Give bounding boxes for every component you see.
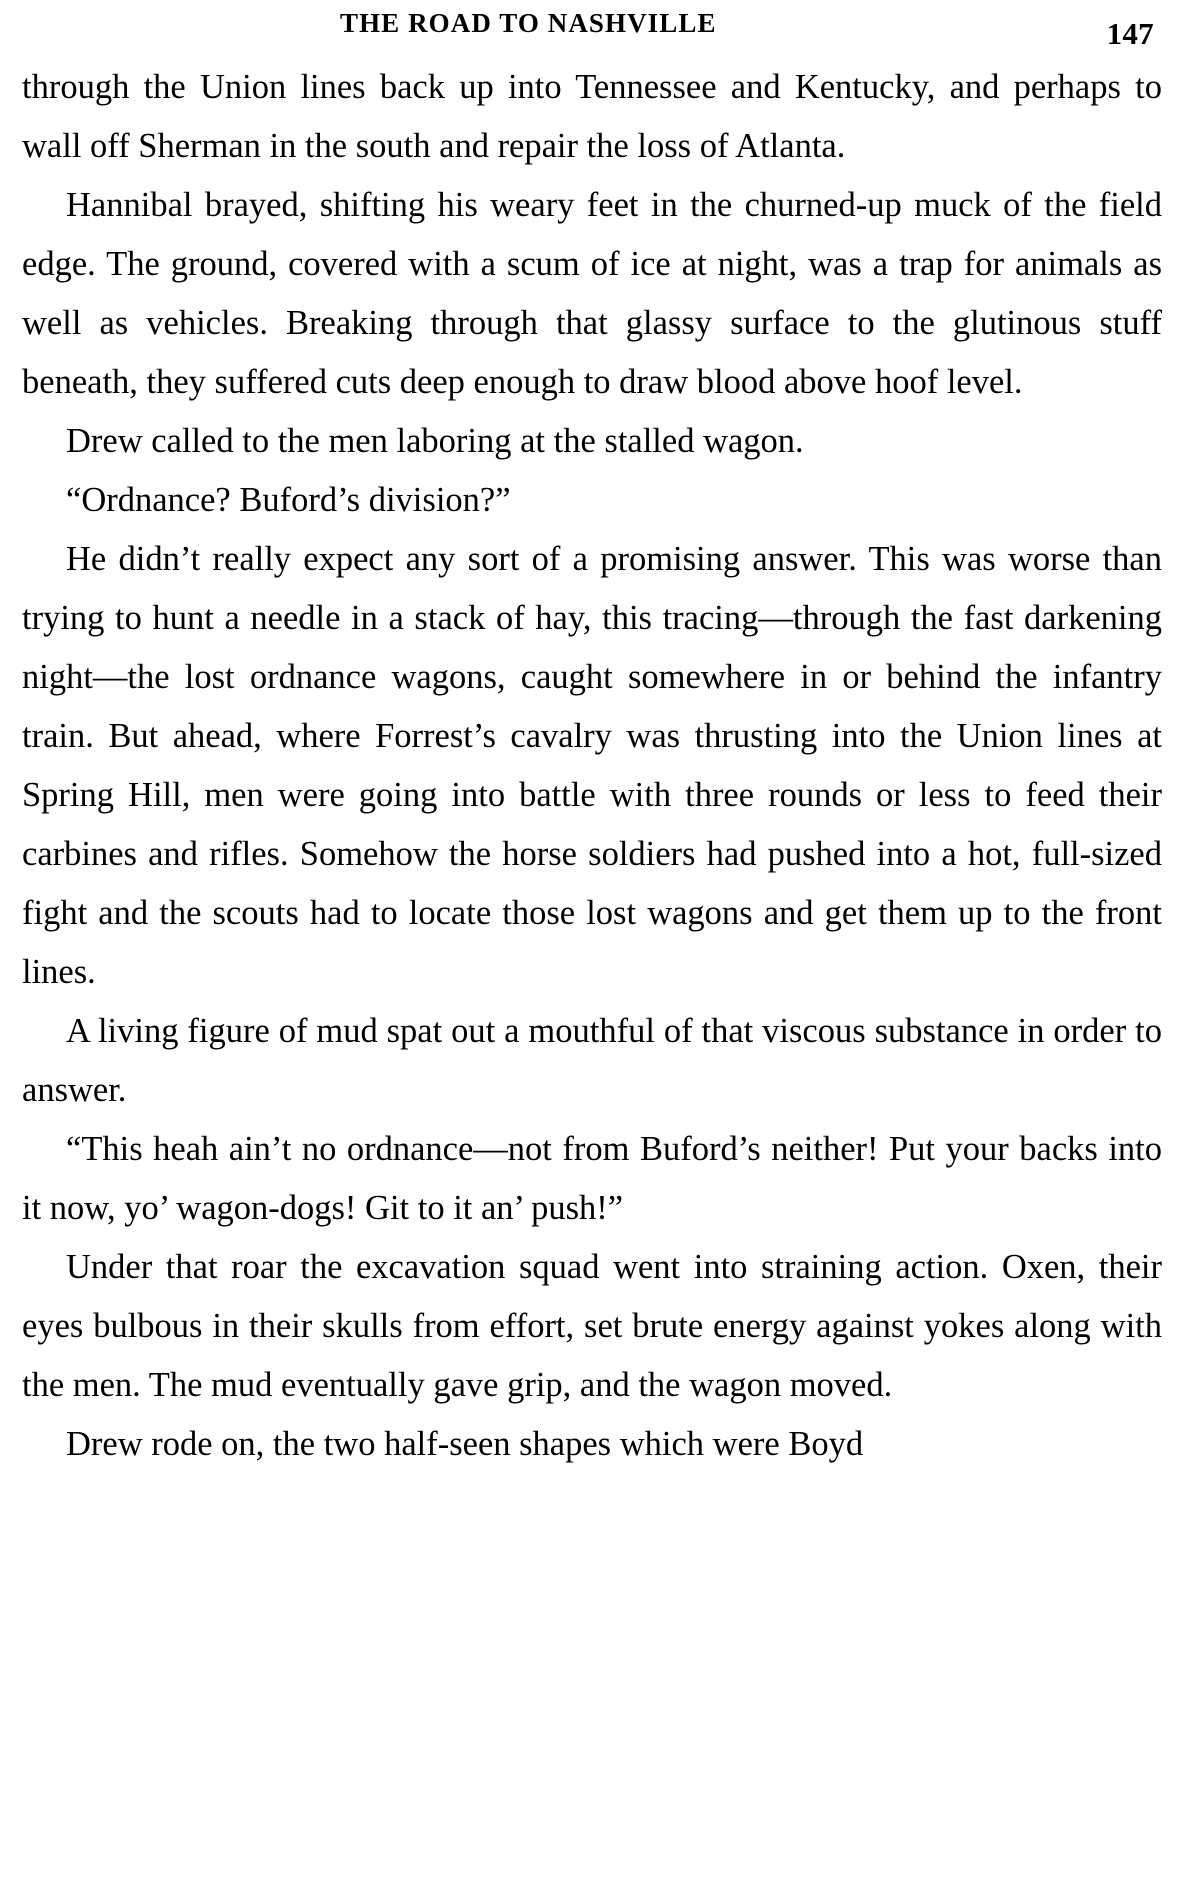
paragraph: A living figure of mud spat out a mouthful of that viscous substance in order to answer. xyxy=(22,1012,1162,1109)
page-content xyxy=(22,8,1162,1474)
paragraph: Under that roar the excavation squad went into straining action. Oxen, their eyes bulbous in their skulls from effort, set brute energy against yokes along with the men. The mud eventually gave grip, and the wagon moved. xyxy=(22,1248,1162,1404)
paragraph: “Ordnance? Buford’s division?” xyxy=(66,481,511,519)
paragraph: Hannibal brayed, shifting his weary feet in the churned-up muck of the field edge. The ground, covered with a scum of ice at night, was a trap for animals as well as vehicles. Breaking through that glassy surface to the glutinous stuff beneath, they suffered cuts deep enough to draw blood above hoof level. xyxy=(22,186,1162,401)
paragraph: Drew rode on, the two half-seen shapes which were Boyd xyxy=(66,1425,864,1463)
page-number: 147 xyxy=(1106,16,1154,51)
running-head-title: THE ROAD TO NASHVILLE xyxy=(340,8,717,38)
body-text xyxy=(22,58,1162,1474)
paragraph: Drew called to the men laboring at the stalled wagon. xyxy=(66,422,804,460)
paragraph: He didn’t really expect any sort of a promising answer. This was worse than trying to hunt a needle in a stack of hay, this tracing—through the fast darkening night—the lost ordnance wagons, caught somewhere in or behind the infantry train. But ahead, where Forrest’s cavalry was thrusting into the Union lines at Spring Hill, men were going into battle with three rounds or less to feed their carbines and rifles. Somehow the horse soldiers had pushed into a hot, full-sized fight and the scouts had to locate those lost wagons and get them up to the front lines. xyxy=(22,540,1162,991)
paragraph: through the Union lines back up into Tennessee and Kentucky, and perhaps to wall off Sherman in the south and repair the loss of Atlanta. xyxy=(22,68,1162,165)
running-head xyxy=(22,8,1162,52)
paragraph: “This heah ain’t no ordnance—not from Buford’s neither! Put your backs into it now, yo’ wagon-dogs! Git to it an’ push!” xyxy=(22,1130,1162,1227)
